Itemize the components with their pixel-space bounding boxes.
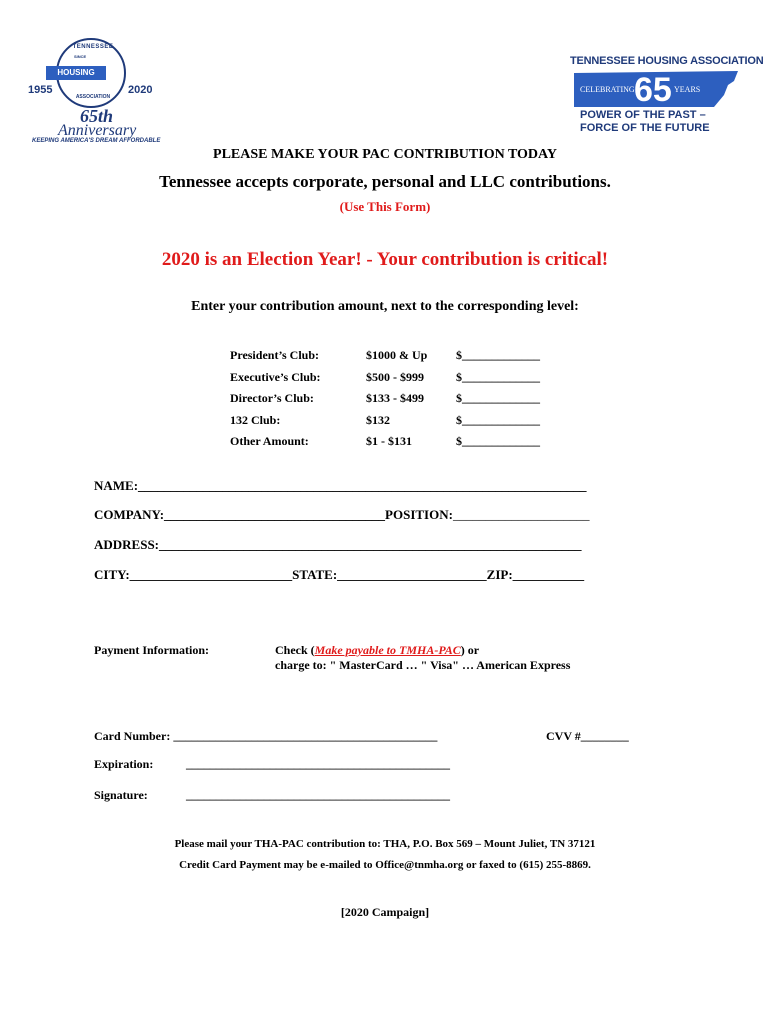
- check-suffix: ) or: [460, 643, 480, 657]
- use-form-note: (Use This Form): [339, 199, 431, 214]
- level-amount-blank[interactable]: $_____________: [456, 434, 540, 448]
- table-row: [230, 348, 570, 370]
- level-range: $1000 & Up: [366, 348, 428, 362]
- slogan-line-2: FORCE OF THE FUTURE: [580, 122, 710, 134]
- level-range: $133 - $499: [366, 391, 424, 405]
- anniversary-word: Anniversary: [58, 122, 137, 139]
- card-number-field[interactable]: Card Number: ____________________________________________: [94, 729, 438, 743]
- page-title: PLEASE MAKE YOUR PAC CONTRIBUTION TODAY: [213, 147, 557, 162]
- payment-info-label: Payment Information:: [94, 643, 209, 657]
- position-blank[interactable]: _____________________: [452, 507, 590, 522]
- celebrating-number: 65: [634, 71, 672, 109]
- association-name: TENNESSEE HOUSING ASSOCIATION: [570, 55, 764, 67]
- table-row: [230, 391, 570, 413]
- email-fax-instructions: Credit Card Payment may be e-mailed to Office@tnmha.org or faxed to (615) 255-8869.: [179, 859, 591, 871]
- level-range: $1 - $131: [366, 434, 412, 448]
- company-label[interactable]: COMPANY:__________________________________: [94, 507, 386, 522]
- level-name: 132 Club:: [230, 412, 281, 427]
- anniversary-number: 65th: [80, 106, 114, 126]
- expiration-label: Expiration:: [94, 757, 154, 771]
- year-end: 2020: [128, 84, 153, 96]
- election-banner: 2020 is an Election Year! - Your contribution is critical!: [161, 249, 609, 270]
- cvv-field[interactable]: CVV #________: [546, 729, 629, 743]
- year-start: 1955: [28, 84, 53, 96]
- position-label[interactable]: POSITION:: [385, 507, 453, 522]
- payment-check-line: [275, 643, 479, 658]
- tha-celebrating-65-years-logo: [570, 55, 764, 145]
- level-amount-blank[interactable]: $_____________: [456, 348, 540, 362]
- level-name: Executive’s Club:: [230, 369, 321, 384]
- level-name: Director’s Club:: [230, 391, 314, 405]
- seal-since-text: SINCE: [74, 54, 87, 59]
- expiration-blank[interactable]: ____________________________________________: [186, 757, 450, 771]
- years-text: YEARS: [674, 85, 701, 94]
- logo-tagline: KEEPING AMERICA'S DREAM AFFORDABLE: [32, 138, 161, 144]
- charge-options-line: charge to: " MasterCard … " Visa" … American Express: [275, 658, 571, 672]
- level-range: $132: [366, 412, 390, 427]
- table-row: [230, 413, 570, 435]
- seal-ring-bottom-text: ASSOCIATION: [75, 94, 111, 100]
- table-row: [230, 434, 570, 456]
- campaign-label: [2020 Campaign]: [340, 905, 430, 919]
- contribution-levels-table: [230, 348, 570, 456]
- table-row: [230, 370, 570, 392]
- check-prefix: Check (: [275, 643, 315, 657]
- address-field[interactable]: ADDRESS:_________________________________________________________________: [94, 537, 582, 552]
- payable-to-link[interactable]: Make payable to TMHA-PAC: [314, 643, 461, 657]
- slogan-line-1: POWER OF THE PAST –: [580, 109, 706, 121]
- level-amount-blank[interactable]: $_____________: [456, 369, 540, 384]
- page-subtitle: Tennessee accepts corporate, personal and LLC contributions.: [159, 172, 611, 191]
- contribution-instruction: Enter your contribution amount, next to the corresponding level:: [191, 299, 579, 314]
- level-range: $500 - $999: [366, 369, 424, 384]
- celebrating-text: CELEBRATING: [580, 85, 635, 94]
- tha-65th-anniversary-logo: [28, 38, 161, 150]
- mail-instructions: Please mail your THA-PAC contribution to: THA, P.O. Box 569 – Mount Juliet, TN 37121: [174, 838, 596, 850]
- city-state-zip-field[interactable]: CITY:_________________________STATE:_______________________ZIP:___________: [94, 567, 585, 582]
- name-field[interactable]: NAME:_____________________________________________________________________: [94, 478, 587, 493]
- level-amount-blank[interactable]: $_____________: [456, 412, 540, 427]
- signature-label: Signature:: [94, 788, 148, 802]
- seal-ring-top-text: TENNESSEE: [72, 44, 114, 50]
- level-name: President’s Club:: [230, 348, 320, 362]
- level-name: Other Amount:: [230, 434, 309, 448]
- level-amount-blank[interactable]: $_____________: [456, 391, 540, 405]
- seal-band-text: HOUSING: [46, 66, 106, 80]
- company-field[interactable]: [94, 507, 589, 523]
- signature-blank[interactable]: ____________________________________________: [186, 788, 450, 802]
